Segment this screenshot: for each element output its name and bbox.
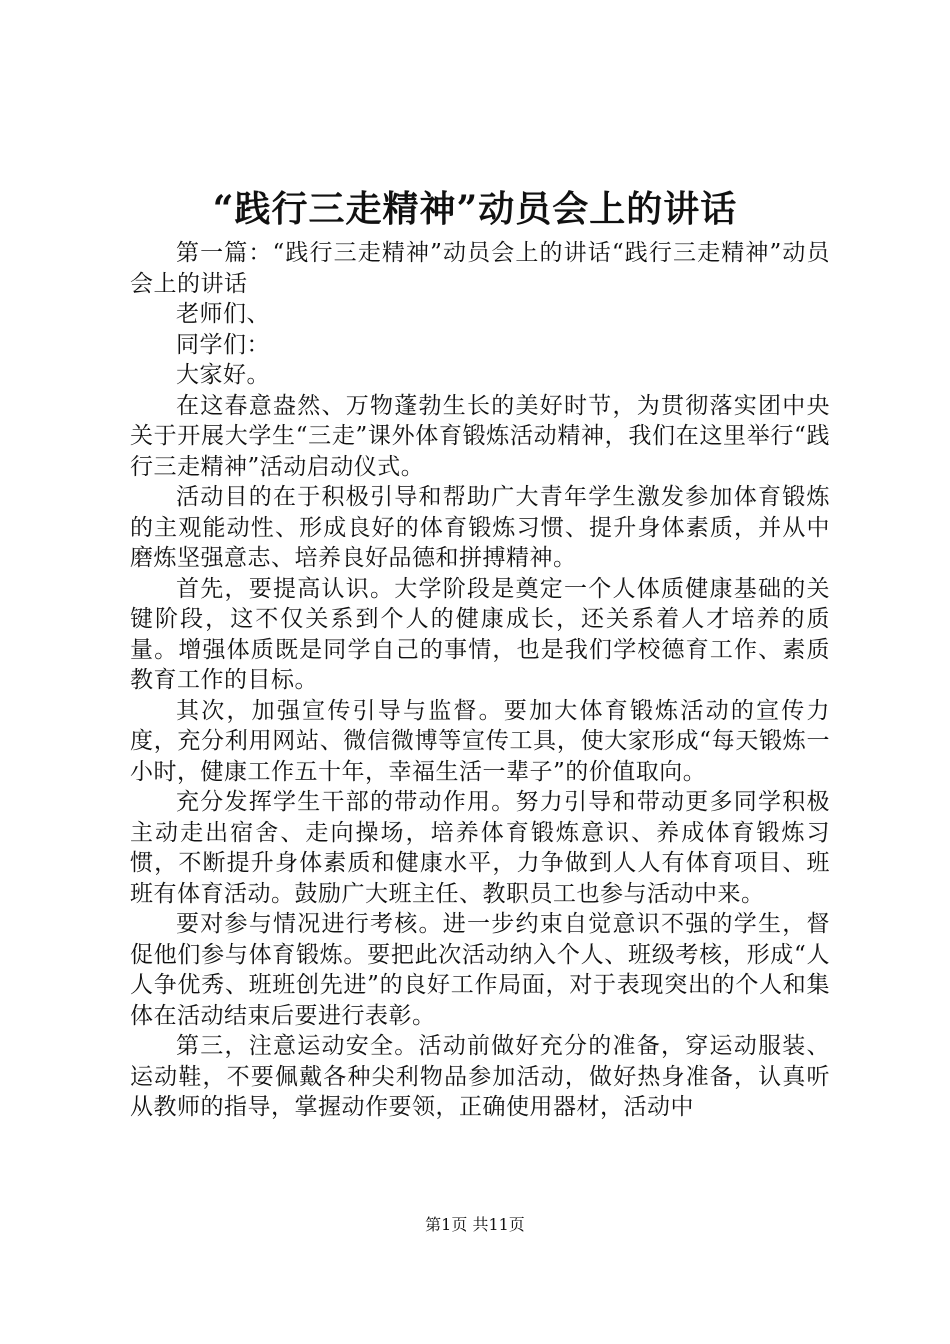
page-number-footer: 第1页 共11页 — [425, 1215, 525, 1234]
paragraph: 活动目的在于积极引导和帮助广大青年学生激发参加体育锻炼的主观能动性、形成良好的体育锻炼习惯、提升身体素质，并从中磨炼坚强意志、培养良好品德和拼搏精神。 — [130, 484, 830, 571]
document-body — [130, 238, 830, 1123]
paragraph: 老师们、 — [176, 301, 270, 327]
paragraph: 第三，注意运动安全。活动前做好充分的准备，穿运动服装、运动鞋，不要佩戴各种尖利物品参加活动，做好热身准备，认真听从教师的指导，掌握动作要领，正确使用器材，活动中 — [130, 1033, 830, 1120]
paragraph: 其次，加强宣传引导与监督。要加大体育锻炼活动的宣传力度，充分利用网站、微信微博等宣传工具，使大家形成“每天锻炼一小时，健康工作五十年，幸福生活一辈子”的价值取向。 — [130, 697, 830, 785]
paragraph: 第一篇：“践行三走精神”动员会上的讲话“践行三走精神”动员会上的讲话 — [130, 240, 830, 297]
paragraph: 在这春意盎然、万物蓬勃生长的美好时节，为贯彻落实团中央关于开展大学生“三走”课外体育锻炼活动精神，我们在这里举行“践行三走精神”活动启动仪式。 — [130, 392, 830, 480]
paragraph: 同学们： — [176, 331, 270, 358]
paragraph: 要对参与情况进行考核。进一步约束自觉意识不强的学生，督促他们参与体育锻炼。要把此次活动纳入个人、班级考核，形成“人人争优秀、班班创先进”的良好工作局面，对于表现突出的个人和集体在活动结束后要进行表彰。 — [130, 911, 830, 1029]
document-title: “践行三走精神”动员会上的讲话 — [212, 188, 738, 230]
paragraph: 充分发挥学生干部的带动作用。努力引导和带动更多同学积极主动走出宿舍、走向操场，培养体育锻炼意识、养成体育锻炼习惯，不断提升身体素质和健康水平，力争做到人人有体育项目、班班有体育活动。鼓励广大班主任、教职员工也参与活动中来。 — [130, 789, 830, 907]
paragraph: 大家好。 — [176, 362, 270, 388]
paragraph: 首先，要提高认识。大学阶段是奠定一个人体质健康基础的关键阶段，这不仅关系到个人的健康成长，还关系着人才培养的质量。增强体质既是同学自己的事情，也是我们学校德育工作、素质教育工作的目标。 — [130, 575, 830, 693]
